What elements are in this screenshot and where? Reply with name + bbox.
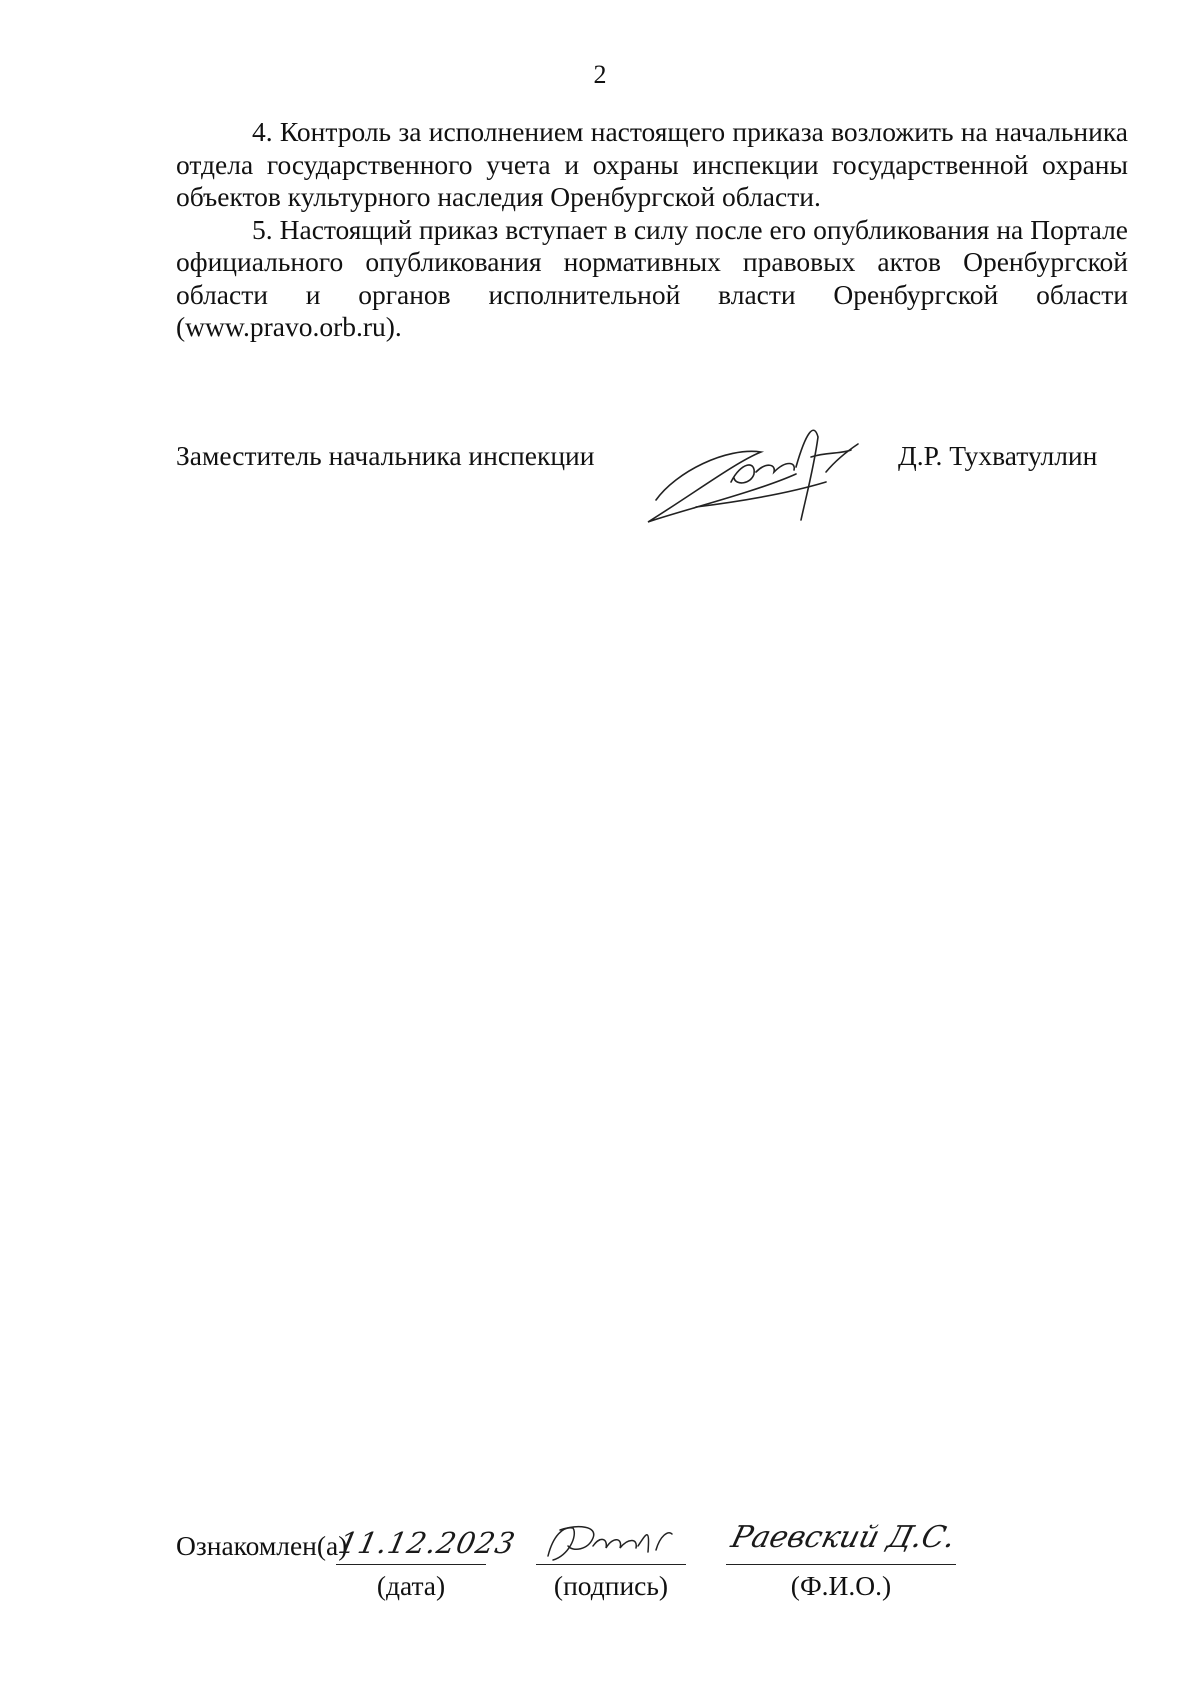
document-body	[176, 116, 1128, 344]
acknowledgement-label: Ознакомлен(а)	[176, 1530, 348, 1561]
signature-caption: (подпись)	[553, 1570, 669, 1601]
page-number: 2	[593, 60, 607, 89]
acknowledgement-block	[176, 1520, 1128, 1630]
handwritten-signature	[636, 412, 886, 532]
signature-block	[176, 440, 1128, 540]
paragraph-4: 4. Контроль за исполнением настоящего приказа возложить на начальника отдела государственного учета и охраны инспекции государственной охраны объектов культурного наследия Оренбургской области.	[176, 116, 1128, 212]
fio-caption: (Ф.И.О.)	[790, 1570, 892, 1601]
date-line	[336, 1564, 486, 1565]
fio-handwritten: Раевский Д.С.	[727, 1520, 959, 1555]
fio-line	[726, 1564, 956, 1565]
date-handwritten: 11.12.2023	[335, 1526, 519, 1560]
signer-title: Заместитель начальника инспекции	[176, 440, 595, 471]
date-caption: (дата)	[376, 1570, 446, 1601]
signer-name: Д.Р. Тухватуллин	[898, 440, 1098, 471]
paragraph-5: 5. Настоящий приказ вступает в силу после его опубликования на Портале официального опубликования нормативных правовых актов Оренбургской области и органов исполнительной власти Оренбургской области (www.pravo.orb.ru).	[176, 213, 1128, 342]
personal-signature	[538, 1516, 688, 1566]
